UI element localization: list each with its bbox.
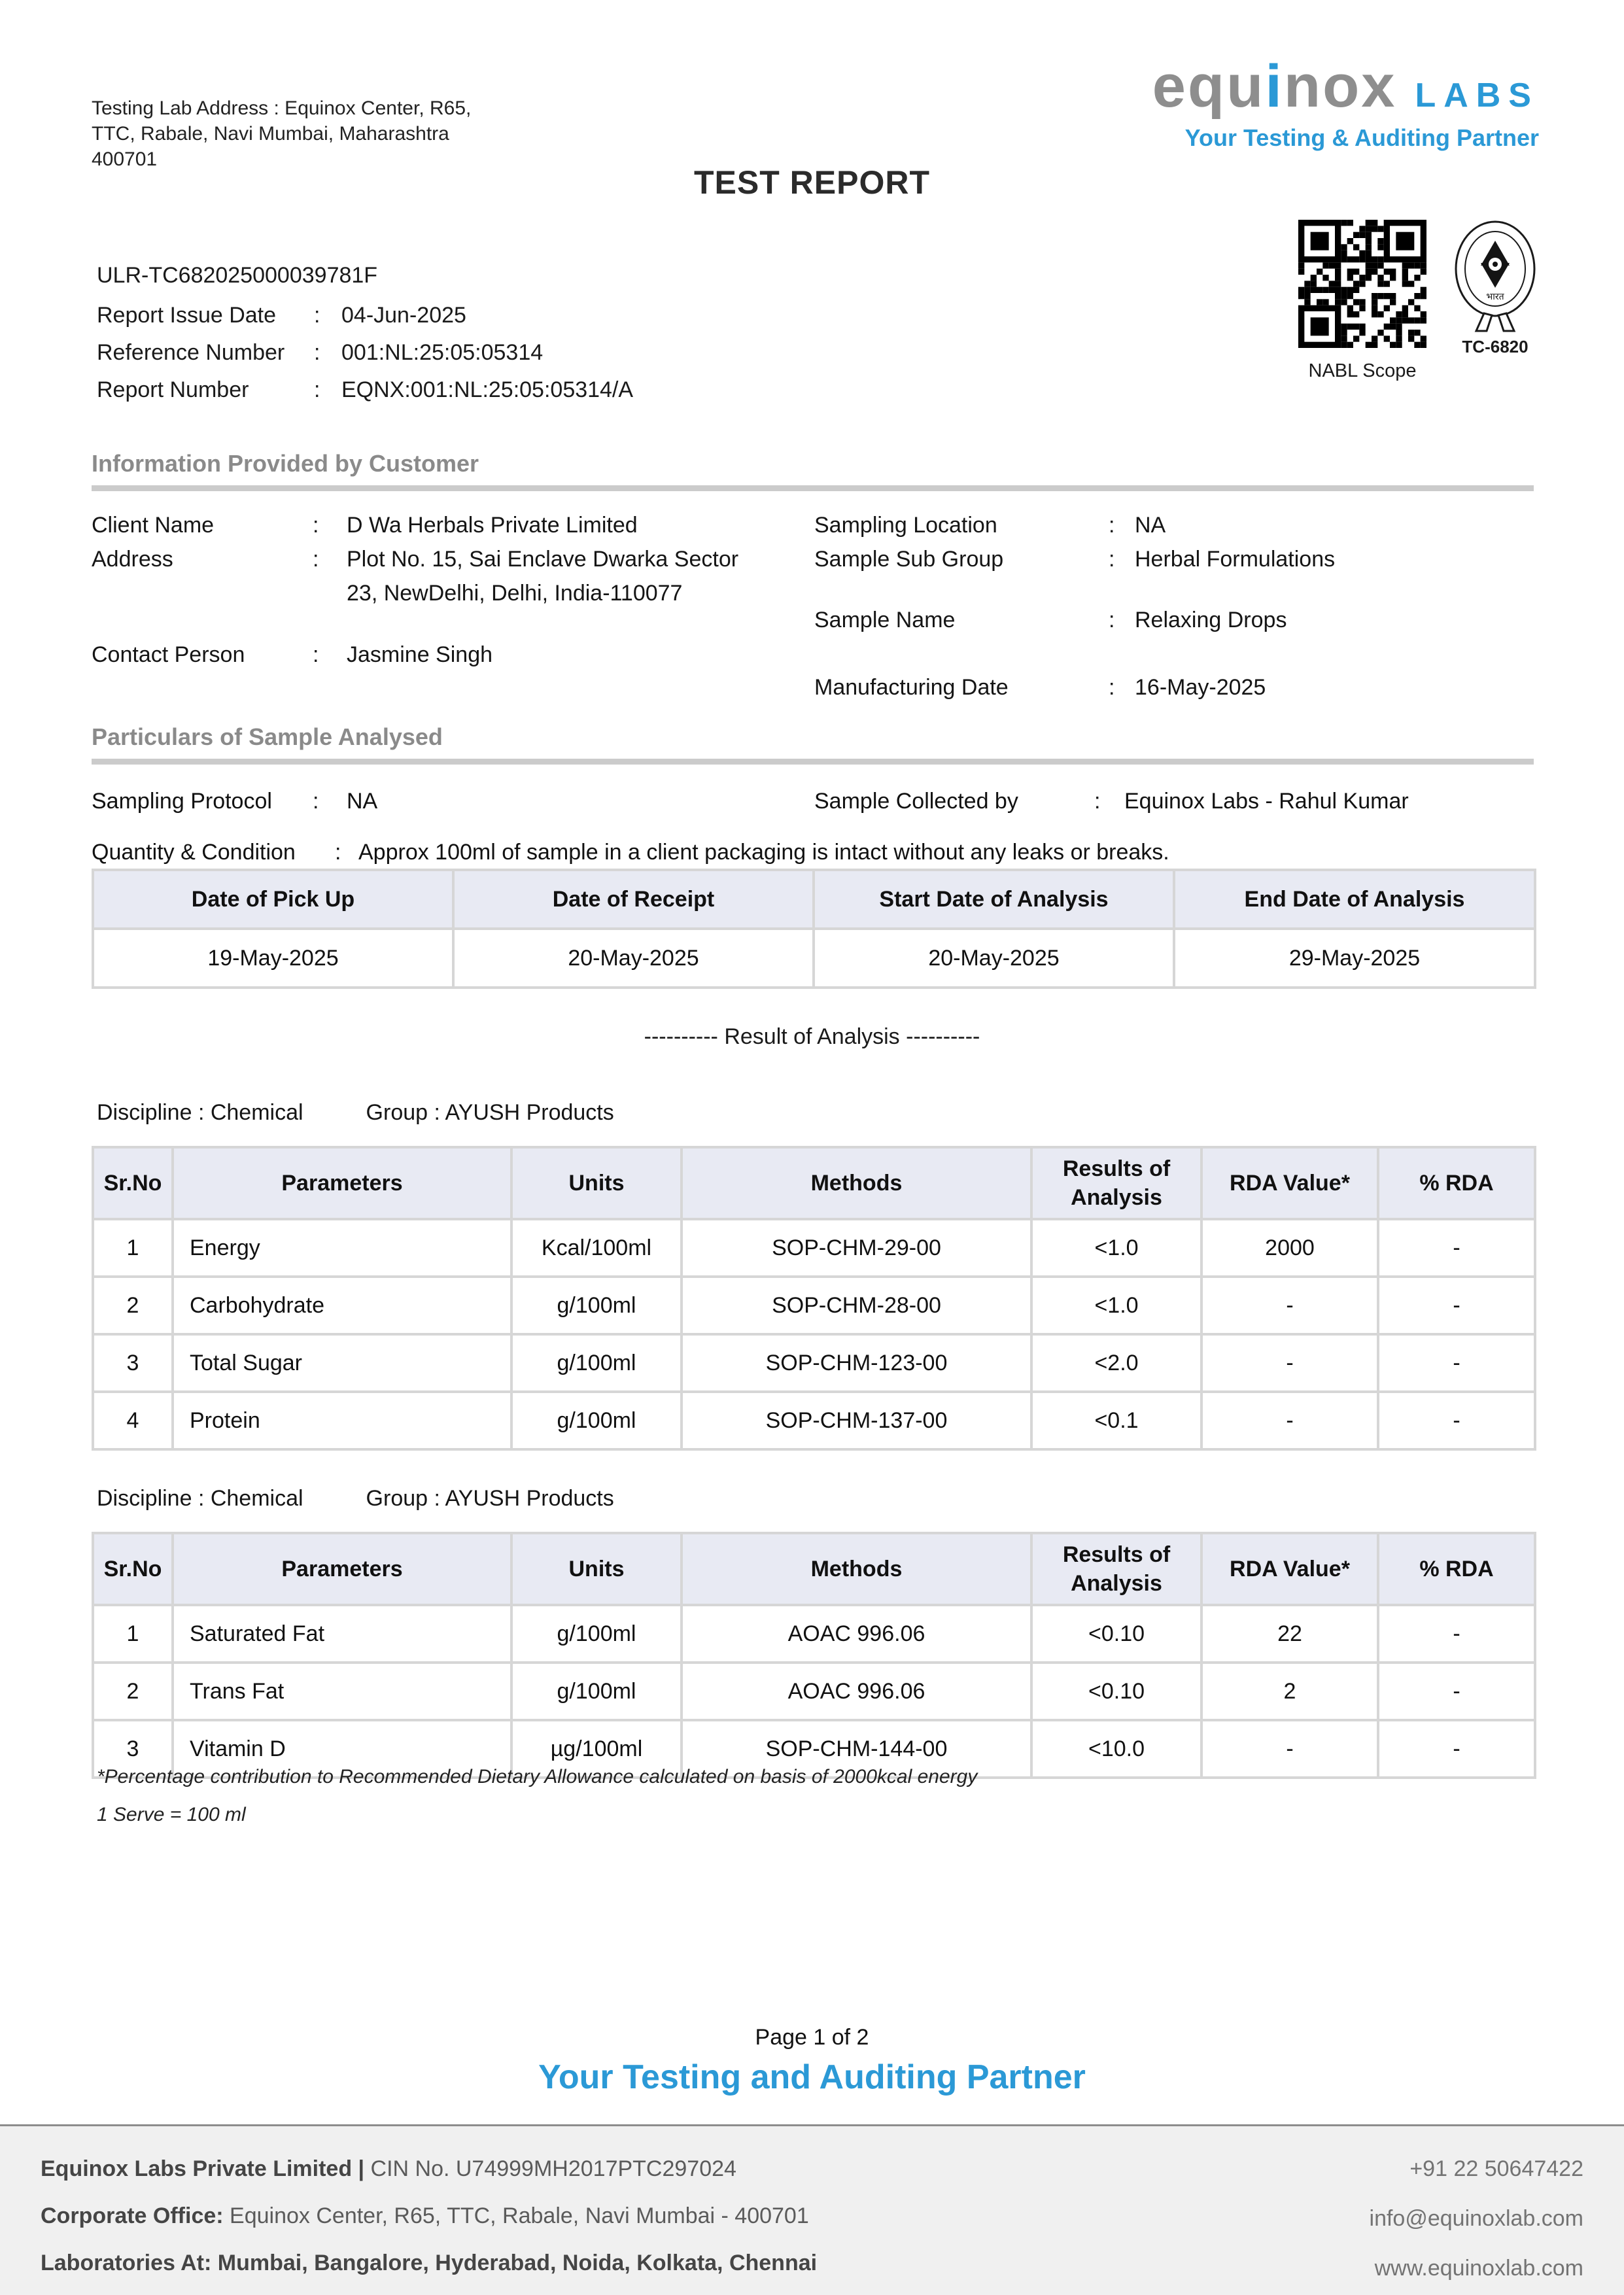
table-header-row xyxy=(93,1533,1535,1605)
sample-name-value: Relaxing Drops xyxy=(1135,608,1287,632)
sample-sub-group-value: Herbal Formulations xyxy=(1135,547,1336,572)
unit: µg/100ml xyxy=(511,1720,682,1778)
percent-rda: - xyxy=(1378,1219,1535,1277)
lab-address-line: 400701 xyxy=(92,148,158,170)
section-divider xyxy=(92,759,1534,765)
sampling-protocol-value: NA xyxy=(347,789,378,814)
column-header: RDA Value* xyxy=(1201,1147,1378,1219)
discipline-label: Discipline : Chemical xyxy=(97,1486,303,1511)
method: AOAC 996.06 xyxy=(682,1605,1031,1663)
start-date-of-analysis: 20-May-2025 xyxy=(814,929,1174,988)
percent-rda: - xyxy=(1378,1277,1535,1334)
column-header: Results of Analysis xyxy=(1031,1533,1201,1605)
qr-code-icon xyxy=(1298,220,1426,348)
parameter: Protein xyxy=(173,1392,511,1449)
manufacturing-date-value: 16-May-2025 xyxy=(1135,675,1266,700)
ulr-number: ULR-TC682025000039781F xyxy=(97,263,378,288)
quantity-condition-row xyxy=(92,835,1534,869)
parameter: Saturated Fat xyxy=(173,1605,511,1663)
unit: g/100ml xyxy=(511,1277,682,1334)
parameter: Energy xyxy=(173,1219,511,1277)
meta-label: Reference Number xyxy=(97,340,285,365)
table-row xyxy=(93,1605,1535,1663)
field-label: Manufacturing Date xyxy=(814,675,1009,700)
result: <1.0 xyxy=(1031,1219,1201,1277)
accreditation-badges xyxy=(1298,220,1538,382)
page-footer xyxy=(0,2124,1624,2295)
result: <0.1 xyxy=(1031,1392,1201,1449)
sr-no: 4 xyxy=(93,1392,173,1449)
colon: : xyxy=(313,513,319,538)
colon: : xyxy=(313,642,319,667)
sr-no: 1 xyxy=(93,1219,173,1277)
qr-caption: NABL Scope xyxy=(1308,360,1417,381)
parameter: Carbohydrate xyxy=(173,1277,511,1334)
footer-company-row xyxy=(41,2156,817,2182)
colon: : xyxy=(314,340,320,365)
column-header: Start Date of Analysis xyxy=(814,870,1174,929)
report-meta xyxy=(97,260,633,409)
colon: : xyxy=(314,377,320,402)
colon: : xyxy=(313,547,319,572)
report-issue-date-row xyxy=(97,297,633,334)
column-header: % RDA xyxy=(1378,1533,1535,1605)
table-row xyxy=(93,1334,1535,1392)
column-header: Date of Pick Up xyxy=(93,870,453,929)
column-header: Date of Receipt xyxy=(453,870,814,929)
date-of-receipt: 20-May-2025 xyxy=(453,929,814,988)
field-label: Contact Person xyxy=(92,642,245,667)
rda-value: - xyxy=(1201,1334,1378,1392)
discipline-label: Discipline : Chemical xyxy=(97,1100,303,1125)
group-label: Group : AYUSH Products xyxy=(366,1100,614,1125)
field-label: Sample Name xyxy=(814,608,956,632)
field-label: Quantity & Condition xyxy=(92,840,296,865)
unit: g/100ml xyxy=(511,1392,682,1449)
table-header-row xyxy=(93,1147,1535,1219)
customer-info-right-column xyxy=(814,508,1534,704)
column-header: Units xyxy=(511,1533,682,1605)
office-address: Equinox Center, R65, TTC, Rabale, Navi Mumbai - 400701 xyxy=(223,2203,809,2228)
page-title: TEST REPORT xyxy=(693,164,931,201)
sample-sub-group-row xyxy=(814,542,1534,576)
result: <10.0 xyxy=(1031,1720,1201,1778)
unit: g/100ml xyxy=(511,1334,682,1392)
percent-rda: - xyxy=(1378,1392,1535,1449)
seal-country-text: भारत xyxy=(1486,291,1504,302)
column-header: RDA Value* xyxy=(1201,1533,1378,1605)
rda-value: 2000 xyxy=(1201,1219,1378,1277)
parameter: Vitamin D xyxy=(173,1720,511,1778)
column-header: Methods xyxy=(682,1533,1031,1605)
column-header: Results of Analysis xyxy=(1031,1147,1201,1219)
quantity-condition-value: Approx 100ml of sample in a client packaging is intact without any leaks or breaks. xyxy=(358,840,1169,865)
parameter: Total Sugar xyxy=(173,1334,511,1392)
lab-address-line: TTC, Rabale, Navi Mumbai, Maharashtra xyxy=(92,123,449,145)
address-row xyxy=(92,542,814,610)
table-header-row xyxy=(93,870,1535,929)
address-value: Plot No. 15, Sai Enclave Dwarka Sector 23, NewDelhi, Delhi, India-110077 xyxy=(347,547,739,606)
result-of-analysis-heading: ---------- Result of Analysis ---------- xyxy=(644,1024,980,1049)
unit: g/100ml xyxy=(511,1663,682,1720)
discipline-line-1 xyxy=(97,1100,614,1126)
method: AOAC 996.06 xyxy=(682,1663,1031,1720)
colon: : xyxy=(1109,608,1115,632)
footer-phone: +91 22 50647422 xyxy=(1409,2156,1583,2181)
colon: : xyxy=(1109,547,1115,572)
serve-footnote: 1 Serve = 100 ml xyxy=(97,1804,246,1825)
sampling-protocol xyxy=(92,784,814,818)
office-label: Corporate Office: xyxy=(41,2203,224,2228)
field-label: Sampling Location xyxy=(814,513,997,538)
table-row xyxy=(93,929,1535,988)
nabl-accreditation-seal xyxy=(1453,220,1538,357)
rda-value: - xyxy=(1201,1277,1378,1334)
unit: Kcal/100ml xyxy=(511,1219,682,1277)
column-header: Parameters xyxy=(173,1533,511,1605)
bottom-tagline: Your Testing and Auditing Partner xyxy=(538,2058,1086,2096)
contact-person-value: Jasmine Singh xyxy=(347,642,493,667)
results-table-2 xyxy=(92,1532,1536,1779)
dates-table xyxy=(92,869,1536,989)
field-label: Sample Collected by xyxy=(814,789,1018,814)
rda-value: - xyxy=(1201,1392,1378,1449)
rda-value: 22 xyxy=(1201,1605,1378,1663)
date-of-pick-up: 19-May-2025 xyxy=(93,929,453,988)
group-label: Group : AYUSH Products xyxy=(366,1486,614,1511)
particulars-section xyxy=(92,723,1534,869)
table-row xyxy=(93,1277,1535,1334)
section-title: Particulars of Sample Analysed xyxy=(92,723,443,750)
column-header: Units xyxy=(511,1147,682,1219)
column-header: % RDA xyxy=(1378,1147,1535,1219)
method: SOP-CHM-28-00 xyxy=(682,1277,1031,1334)
end-date-of-analysis: 29-May-2025 xyxy=(1174,929,1535,988)
nabl-seal-icon xyxy=(1453,220,1538,332)
footer-email: info@equinoxlab.com xyxy=(1369,2206,1583,2231)
lab-address-line: Testing Lab Address : Equinox Center, R65, xyxy=(92,97,472,119)
percent-rda: - xyxy=(1378,1334,1535,1392)
column-header: End Date of Analysis xyxy=(1174,870,1535,929)
meta-label: Report Issue Date xyxy=(97,303,277,328)
method: SOP-CHM-29-00 xyxy=(682,1219,1031,1277)
results-table-1-wrap xyxy=(92,1146,1536,1451)
report-number: EQNX:001:NL:25:05:05314/A xyxy=(341,377,634,402)
client-name-value: D Wa Herbals Private Limited xyxy=(347,513,638,538)
manufacturing-date-row xyxy=(814,670,1534,704)
column-header: Parameters xyxy=(173,1147,511,1219)
column-header: Methods xyxy=(682,1147,1031,1219)
report-number-row xyxy=(97,371,633,409)
table-row xyxy=(93,1219,1535,1277)
logo-word-pre: equ xyxy=(1152,53,1266,120)
sample-name-row xyxy=(814,603,1534,637)
page-indicator: Page 1 of 2 xyxy=(755,2025,869,2050)
customer-info-left-column xyxy=(92,508,814,672)
sampling-location-row xyxy=(814,508,1534,542)
section-divider xyxy=(92,485,1534,491)
dates-table-wrap xyxy=(92,869,1536,989)
colon: : xyxy=(335,840,341,865)
percent-rda: - xyxy=(1378,1605,1535,1663)
result: <2.0 xyxy=(1031,1334,1201,1392)
result: <0.10 xyxy=(1031,1663,1201,1720)
sr-no: 1 xyxy=(93,1605,173,1663)
section-title: Information Provided by Customer xyxy=(92,450,479,477)
colon: : xyxy=(314,303,320,328)
colon: : xyxy=(1094,789,1101,814)
logo-word-i: i xyxy=(1265,53,1284,120)
sampling-protocol-row xyxy=(92,784,1534,818)
colon: : xyxy=(313,789,319,814)
company-name: Equinox Labs Private Limited | xyxy=(41,2156,365,2181)
sr-no: 2 xyxy=(93,1277,173,1334)
footer-office-row xyxy=(41,2203,817,2229)
results-table-1 xyxy=(92,1146,1536,1451)
parameter: Trans Fat xyxy=(173,1663,511,1720)
footer-contact-info xyxy=(1370,2156,1583,2295)
sampling-location-value: NA xyxy=(1135,513,1166,538)
rda-value: 2 xyxy=(1201,1663,1378,1720)
sample-collected-by xyxy=(814,784,1409,818)
table-row xyxy=(93,1663,1535,1720)
method: SOP-CHM-144-00 xyxy=(682,1720,1031,1778)
logo-labs-text: LABS xyxy=(1415,77,1539,114)
sr-no: 3 xyxy=(93,1334,173,1392)
field-label: Address xyxy=(92,547,173,572)
reference-number: 001:NL:25:05:05314 xyxy=(341,340,544,365)
footer-labs-row xyxy=(41,2251,817,2276)
rda-footnote: *Percentage contribution to Recommended Dietary Allowance calculated on basis of 2000kcal energy xyxy=(97,1766,978,1787)
discipline-line-2 xyxy=(97,1486,614,1511)
unit: g/100ml xyxy=(511,1605,682,1663)
sr-no: 2 xyxy=(93,1663,173,1720)
result: <0.10 xyxy=(1031,1605,1201,1663)
seal-caption: TC-6820 xyxy=(1462,337,1529,356)
logo-wordmark xyxy=(1152,55,1397,118)
client-name-row xyxy=(92,508,814,542)
logo-word-post: nox xyxy=(1283,53,1397,120)
field-label: Sample Sub Group xyxy=(814,547,1004,572)
percent-rda: - xyxy=(1378,1663,1535,1720)
column-header: Sr.No xyxy=(93,1147,173,1219)
testing-lab-address xyxy=(92,95,536,172)
colon: : xyxy=(1109,513,1115,538)
report-issue-date: 04-Jun-2025 xyxy=(341,303,466,328)
sample-collected-by-value: Equinox Labs - Rahul Kumar xyxy=(1124,789,1409,814)
nabl-scope-qr xyxy=(1298,220,1426,382)
company-cin: CIN No. U74999MH2017PTC297024 xyxy=(364,2156,736,2181)
contact-person-row xyxy=(92,638,814,672)
customer-info-section xyxy=(92,450,1534,700)
percent-rda: - xyxy=(1378,1720,1535,1778)
results-table-2-wrap xyxy=(92,1532,1536,1779)
reference-number-row xyxy=(97,334,633,371)
field-label: Sampling Protocol xyxy=(92,789,272,814)
column-header: Sr.No xyxy=(93,1533,173,1605)
rda-value: - xyxy=(1201,1720,1378,1778)
sr-no: 3 xyxy=(93,1720,173,1778)
footer-website: www.equinoxlab.com xyxy=(1374,2256,1583,2281)
table-row xyxy=(93,1392,1535,1449)
method: SOP-CHM-123-00 xyxy=(682,1334,1031,1392)
logo-tagline: Your Testing & Auditing Partner xyxy=(1184,124,1539,151)
field-label: Client Name xyxy=(92,513,215,538)
colon: : xyxy=(1109,675,1115,700)
laboratories-list: Laboratories At: Mumbai, Bangalore, Hyderabad, Noida, Kolkata, Chennai xyxy=(41,2251,818,2275)
footer-company-info xyxy=(41,2156,817,2295)
meta-label: Report Number xyxy=(97,377,249,402)
method: SOP-CHM-137-00 xyxy=(682,1392,1031,1449)
equinox-labs-logo xyxy=(1152,55,1539,152)
result: <1.0 xyxy=(1031,1277,1201,1334)
